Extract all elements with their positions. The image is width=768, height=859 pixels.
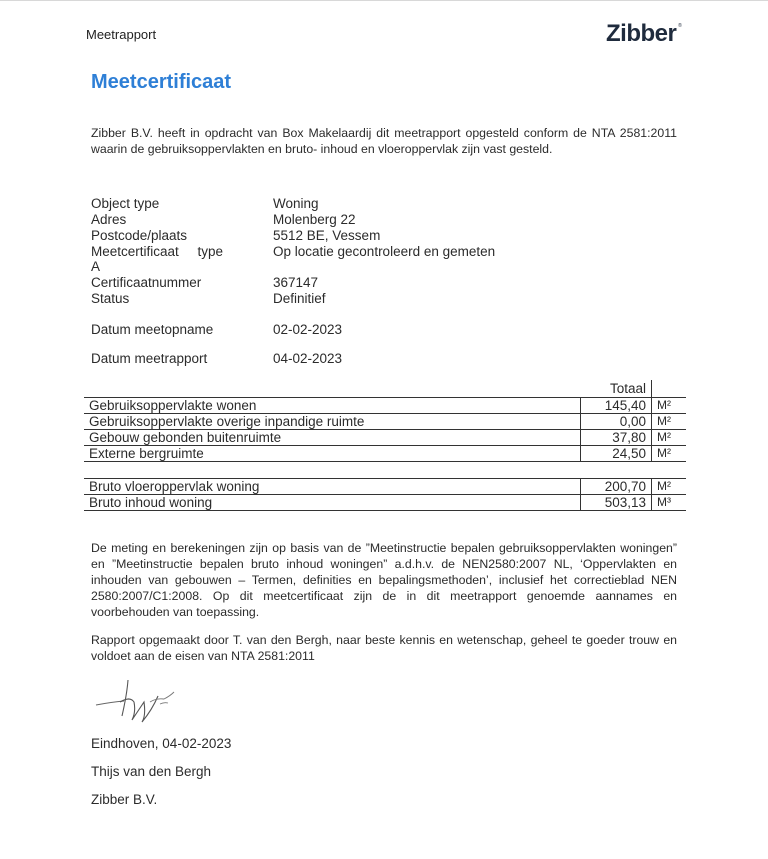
row-value: 0,00 [581,414,652,430]
document-title: Meetcertificaat [91,71,232,93]
datum-meetopname-label: Datum meetopname [91,322,214,337]
intro-paragraph: Zibber B.V. heeft in opdracht van Box Makelaardij dit meetrapport opgesteld conform de NTA 2581:2011 waarin de gebruiksoppervlakten en bruto- inhoud en vloeroppervlak zijn vast gesteld. [91,126,677,156]
adres-label: Adres [91,212,127,227]
certificaat-type-label: Meetcertificaat type [91,244,224,259]
row-unit: M² [652,398,687,414]
header-label: Meetrapport [86,27,157,42]
row-label: Gebruiksoppervlakte overige inpandige ruimte [84,414,581,430]
company-name: Zibber B.V. [91,792,158,807]
certificaat-type-label-line2: A [91,259,101,274]
row-value: 24,50 [581,446,652,462]
row-unit: M² [652,446,687,462]
certificaatnummer-label: Certificaatnummer [91,275,202,290]
table-row [84,446,686,462]
table-spacer [84,462,686,479]
status-label: Status [91,291,130,306]
row-value: 37,80 [581,430,652,446]
status-value: Definitief [273,291,326,306]
totaal-header: Totaal [609,381,646,396]
statement-paragraph: Rapport opgemaakt door T. van den Bergh, naar beste kennis en wetenschap, geheel te goeder trouw en voldoet aan de eisen van NTA 2581:2011 [91,633,677,663]
handwritten-signature [94,672,184,728]
datum-meetrapport-label: Datum meetrapport [91,351,208,366]
logo-text: Zibber [606,20,677,47]
datum-meetopname-value: 02-02-2023 [273,322,343,337]
row-unit: M² [652,414,687,430]
row-label: Gebruiksoppervlakte wonen [84,398,581,414]
certificaatnummer-value: 367147 [273,275,319,290]
row-label: Externe bergruimte [84,446,581,462]
signer-name: Thijs van den Bergh [91,764,212,779]
row-label: Gebouw gebonden buitenruimte [84,430,581,446]
object-type-value: Woning [273,196,319,211]
adres-value: Molenberg 22 [273,212,356,227]
table-header-row [84,380,686,398]
registered-mark: ® [678,23,682,29]
postcode-value: 5512 BE, Vessem [273,228,381,243]
row-value: 200,70 [581,479,652,495]
table-row [84,430,686,446]
row-unit: M³ [652,495,687,511]
row-value: 145,40 [581,398,652,414]
row-unit: M² [652,479,687,495]
datum-meetrapport-value: 04-02-2023 [273,351,343,366]
zibber-logo [606,20,682,48]
row-label: Bruto vloeroppervlak woning [84,479,581,495]
table-row [84,398,686,414]
row-value: 503,13 [581,495,652,511]
top-rule [0,0,768,1]
certificaat-type-value: Op locatie gecontroleerd en gemeten [273,244,496,259]
postcode-label: Postcode/plaats [91,228,188,243]
row-label: Bruto inhoud woning [84,495,581,511]
row-unit: M² [652,430,687,446]
table-row [84,479,686,495]
areas-table [84,380,686,511]
place-date: Eindhoven, 04-02-2023 [91,736,232,751]
table-row [84,495,686,511]
object-type-label: Object type [91,196,160,211]
table-row [84,414,686,430]
methodology-paragraph: De meting en berekeningen zijn op basis van de ”Meetinstructie bepalen gebruiksoppervlakten woningen” en ”Meetinstructie bepalen bruto inhoud woningen” a.d.h.v. de NEN2580:2007 NL, ‘Oppervlakten en inhouden van gebouwen – Termen, definities en bepalingsmethoden’, inclusief het correctieblad NEN 2580:2007/C1:2008. Op dit meetcertificaat zijn de in dit meetrapport genoemde aannames en voorbehouden van toepassing. [91,541,677,619]
